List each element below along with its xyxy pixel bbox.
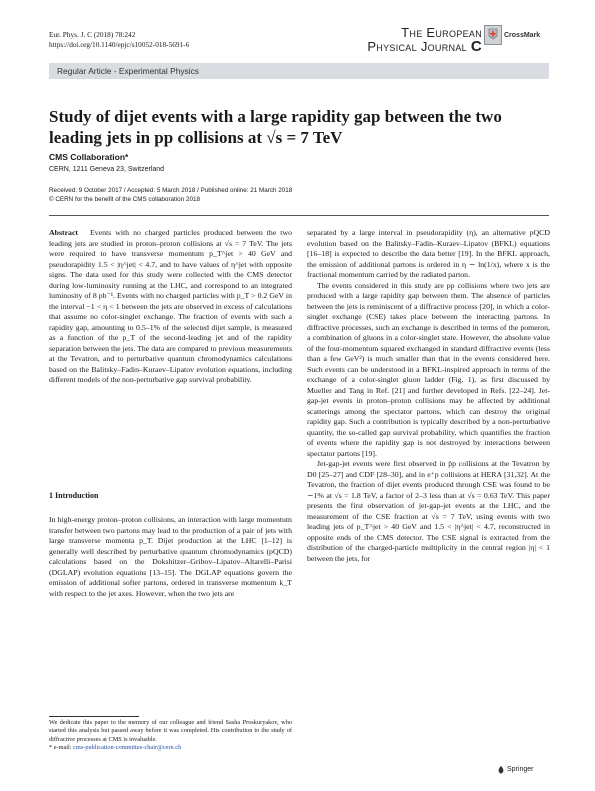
article-type-label: Regular Article - Experimental Physics — [57, 66, 199, 76]
abstract-text: Events with no charged particles produced between the two leading jets are studied in proton–proton collisions at √s = 7 TeV. The jets were required to have transverse momentum p_T^jet > 40 GeV and pseudorapidity 1.5 < |η^jet| < 4.7, and to have values of η^jet with opposite signs. The data used for this study were collected with the CMS detector during low-luminosity running at the LHC, and correspond to an integrated luminosity of 8 pb⁻¹. Events with no charged particles with p_T > 0.2 GeV in the interval −1 < η < 1 between the jets are observed in excess of calculations that assume no color-singlet exchange. The fraction of events with such a rapidity gap, amounting to 0.5–1% of the selected dijet sample, is measured as a function of the p_T of the second-leading jet and of the rapidity separation between the jets. The data are compared to previous measurements at the Tevatron, and to perturbative quantum chromodynamics calculations based on the Balitsky–Fadin–Kuraev–Lipatov evolution equations, including different models of the non-perturbative gap survival probability. — [49, 228, 292, 384]
journal-title-line2 — [322, 40, 482, 54]
right-paragraph-2: The events considered in this study are pp collisions where two jets are produced with a large rapidity gap between them. The absence of particles between the jets is reminiscent of a diffractive process [20], in which a color-singlet exchange (CSE) takes place between the interacting partons. In diffractive processes, such an exchange is described in terms of the pomeron, a combination of gluons in a color-singlet state. However, the absolute value of the four-momentum squared exchanged in standard diffractive events (less than a few GeV²) is much smaller than that in the events considered here. Such events can be understood in a BFKL-inspired approach in terms of the exchange of a color-singlet gluon ladder (Fig. 1), as first discussed by Mueller and Tang in Ref. [21] and further developed in Refs. [22–24]. Jet-gap-jet events in proton–proton collisions may be affected by additional scatterings among the spectator partons, which can destroy the original rapidity gap. Such a contribution is typically described by a non-perturbative quantity, the so-called gap survival probability, which quantifies the fraction of events where the rapidity gap is not destroyed by interactions between spectator partons [19]. — [307, 280, 550, 458]
intro-paragraph: In high-energy proton–proton collisions, an interaction with large momentum transfer between two partons may lead to the production of a pair of jets with large transverse momenta p_T. Dijet production at the LHC [1–12] is generally well described by perturbative quantum chromodynamics (pQCD) calculations based on the Dokshitzer–Gribov–Lipatov–Altarelli–Parisi (DGLAP) evolution equations [13–15]. The DGLAP equations govern the emission of additional softer partons, ordered in transverse momentum k_T with respect to the jet axes. However, when the two jets are — [49, 515, 292, 598]
right-paragraph-1: separated by a large interval in pseudorapidity (η), an alternative pQCD evolution based on the Balitsky–Fadin–Kuraev–Lipatov (BFKL) equations [16–18] is expected to describe the data better [19]. In the BFKL approach, the emission of additional partons is ordered in η ∼ ln(1/x), where x is the fractional momentum carried by the radiated parton. — [307, 228, 550, 279]
footnote-dedication: We dedicate this paper to the memory of our colleague and friend Sasha Proskuryakov, who started this analysis but passed away before it was completed. His contribution to the study of diffractive processes at CMS is invaluable. — [49, 719, 292, 743]
affiliation: CERN, 1211 Geneva 23, Switzerland — [49, 166, 165, 173]
section-heading-introduction: 1 Introduction — [49, 491, 99, 500]
journal-title — [322, 26, 482, 54]
journal-title-rest: Physical Journal — [367, 39, 467, 54]
author-line: CMS Collaboration* — [49, 152, 129, 162]
publisher-logo: Springer — [507, 766, 534, 773]
crossmark-icon — [488, 28, 498, 40]
journal-title-the: The European — [401, 25, 482, 40]
footnote-email-label: * e-mail: — [49, 744, 72, 752]
citation-header — [49, 30, 189, 50]
paper-title — [49, 106, 549, 148]
abstract-paragraph — [49, 228, 292, 386]
crossmark-label[interactable]: CrossMark — [504, 32, 541, 39]
article-type-banner — [49, 63, 549, 79]
publication-dates — [49, 187, 292, 204]
footnote-divider — [49, 716, 139, 717]
abstract-label: Abstract — [49, 228, 79, 237]
history-dates: Received: 9 October 2017 / Accepted: 5 March 2018 / Published online: 21 March 2018 — [49, 187, 293, 194]
footnotes — [49, 719, 292, 753]
right-column — [307, 228, 550, 564]
paper-title-line2: leading jets in pp collisions at √s = 7 TeV — [49, 128, 343, 147]
introduction-block — [49, 515, 292, 599]
footnote-email — [49, 744, 292, 752]
journal-title-letter: C — [470, 38, 482, 55]
header-divider — [49, 215, 549, 216]
citation-doi[interactable]: https://doi.org/10.1140/epjc/s10052-018-5691-6 — [49, 40, 190, 49]
right-paragraph-3: Jet-gap-jet events were first observed in p̄p collisions at the Tevatron by D0 [25–27] and CDF [28–30], and in e⁺p collisions at HERA [31,32]. At the Tevatron, the fraction of dijet events produced through CSE was found to be ∼1% at √s = 1.8 TeV, a factor of 2–3 less than at √s = 0.63 TeV. This paper presents the first observation of jet-gap-jet events at the LHC, and the measurement of the CSE fraction at √s = 7 TeV, using events with two leading jets of p_T^jet > 40 GeV and 1.5 < |η^jet| < 4.7, reconstructed in opposite ends of the CMS detector. The CSE signal is extracted from the distribution of the charged-particle multiplicity in the central region |η| < 1 between the jets, for — [307, 459, 550, 563]
copyright-line: © CERN for the benefit of the CMS collaboration 2018 — [49, 195, 200, 203]
paper-title-line1: Study of dijet events with a large rapidity gap between the two — [49, 107, 502, 126]
abstract-block — [49, 228, 292, 386]
email-link[interactable]: cms-publication-committee-chair@cern.ch — [73, 744, 182, 752]
springer-logo-icon — [497, 766, 505, 775]
citation-journal: Eur. Phys. J. C (2018) 78:242 — [49, 30, 136, 39]
